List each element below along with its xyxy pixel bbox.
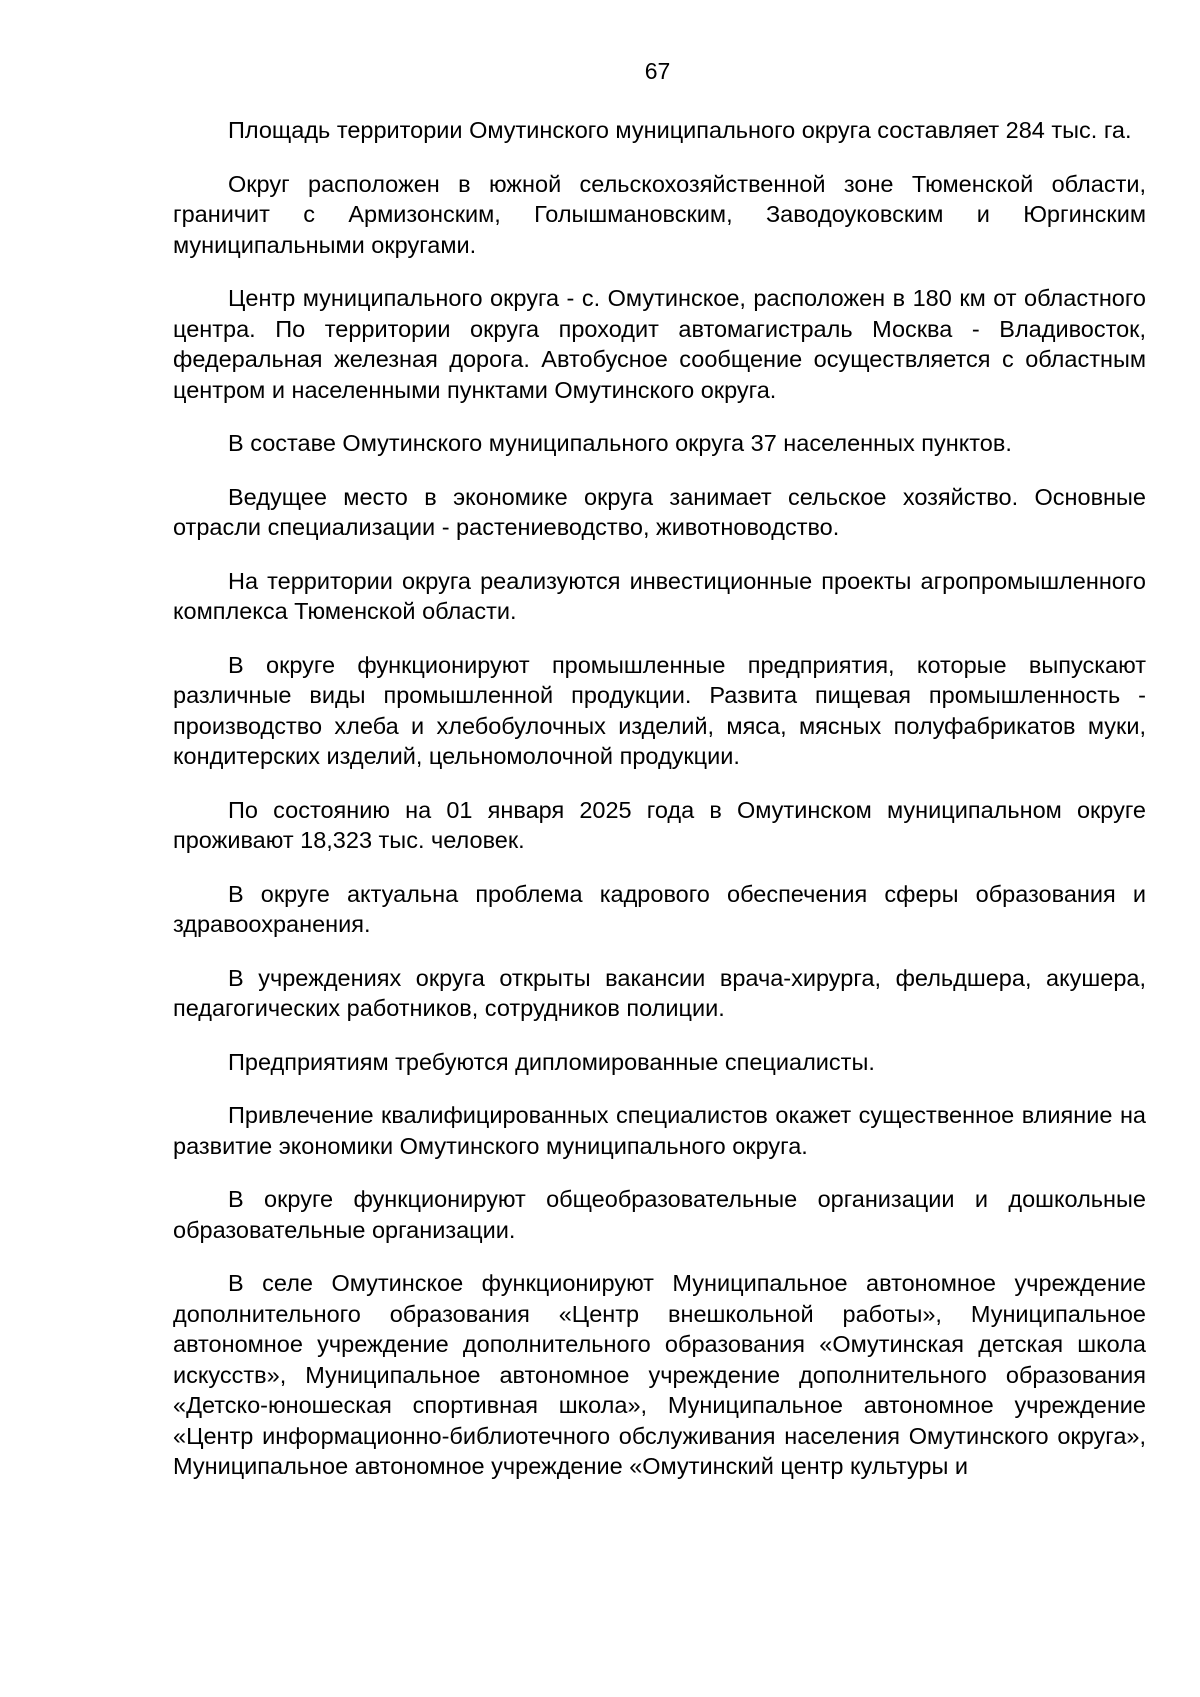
paragraph-center: Центр муниципального округа - с. Омутинское, расположен в 180 км от областного центра. По территории округа проходит автомагистраль Москва - Владивосток, федеральная железная дорога. Автобусное сообщение осуществляется с областным центром и населенными пунктами Омутинского округа. [173,285,1146,403]
paragraph-industry: В округе функционируют промышленные предприятия, которые выпускают различные виды промышленной продукции. Развита пищевая промышленность - производство хлеба и хлебобулочных изделий, мяса, мясных полуфабрикатов муки, кондитерских изделий, цельномолочной продукции. [173,651,1146,769]
document-body [173,115,1146,1505]
paragraph-population: По состоянию на 01 января 2025 года в Омутинском муниципальном округе проживают 18,323 тыс. человек. [173,796,1146,853]
paragraph-investment: На территории округа реализуются инвестиционные проекты агропромышленного комплекса Тюменской области. [173,567,1146,624]
page-number: 67 [644,58,671,84]
paragraph-staffing-problem: В округе актуальна проблема кадрового обеспечения сферы образования и здравоохранения. [173,880,1146,937]
paragraph-specialists-impact: Привлечение квалифицированных специалистов окажет существенное влияние на развитие экономики Омутинского муниципального округа. [173,1102,1146,1159]
paragraph-specialists-needed: Предприятиям требуются дипломированные специалисты. [228,1048,875,1075]
paragraph-settlements: В составе Омутинского муниципального округа 37 населенных пунктов. [228,430,1012,456]
paragraph-economy: Ведущее место в экономике округа занимает сельское хозяйство. Основные отрасли специализации - растениеводство, животноводство. [173,483,1146,540]
paragraph-area: Площадь территории Омутинского муниципального округа составляет 284 тыс. га. [228,117,1132,143]
paragraph-institutions: В селе Омутинское функционируют Муниципальное автономное учреждение дополнительного образования «Центр внешкольной работы», Муниципальное автономное учреждение дополнительного образования «Омутинская детская школа искусств», Муниципальное автономное учреждение дополнительного образования «Детско-юношеская спортивная школа», Муниципальное автономное учреждение «Центр информационно-библиотечного обслуживания населения Омутинского округа», Муниципальное автономное учреждение «Омутинский центр культуры и [173,1270,1146,1479]
paragraph-vacancies: В учреждениях округа открыты вакансии врача-хирурга, фельдшера, акушера, педагогических работников, сотрудников полиции. [173,964,1146,1021]
paragraph-location: Округ расположен в южной сельскохозяйственной зоне Тюменской области, граничит с Армизонским, Голышмановским, Заводоуковским и Юргинским муниципальными округами. [173,170,1146,258]
paragraph-schools: В округе функционируют общеобразовательные организации и дошкольные образовательные организации. [173,1186,1146,1243]
